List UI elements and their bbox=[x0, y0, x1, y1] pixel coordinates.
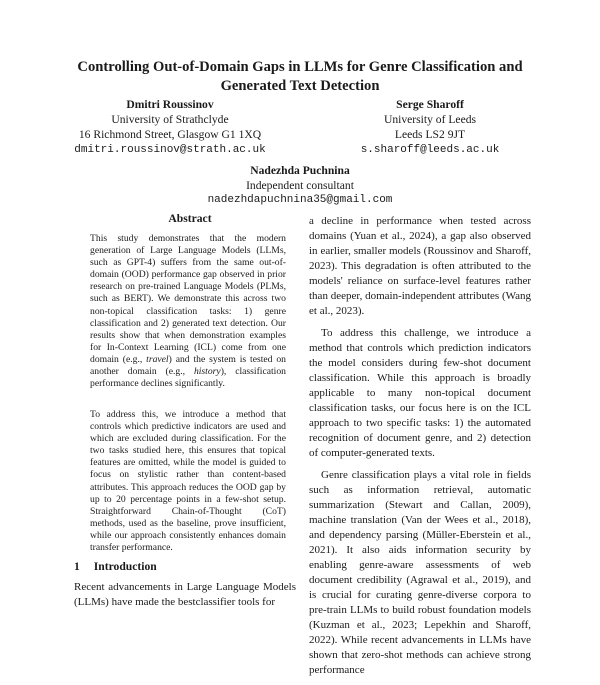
intro-left-text: Recent advancements in Large Language Models (LLMs) have made the bestclassifier tools for bbox=[74, 581, 296, 608]
author-affiliation: University of Leeds bbox=[383, 113, 477, 127]
section-heading bbox=[74, 560, 157, 573]
abstract-text: ) and the system is tested on another domain (e.g., bbox=[90, 353, 286, 378]
author-address: Leeds LS2 9JT bbox=[394, 128, 466, 142]
abstract-text: history bbox=[193, 366, 221, 378]
author-block-roussinov bbox=[60, 97, 280, 158]
abstract-paragraph-1 bbox=[90, 233, 286, 390]
author-block-sharoff bbox=[330, 97, 530, 158]
right-column bbox=[309, 214, 531, 685]
body-paragraph: Genre classification plays a vital role in fields such as information retrieval, automatic summarization (Stewart and Callan, 2009), machine translation (Van der Wees et al., 2018), and dependency parsing (Müller-Eberstein et al., 2021). It also aids information security by enabling genre-aware assessments of web document credibility (Agrawal et al., 2019), and is crucial for curating genre-diverse corpora to pre-train LLMs to build robust foundation models (Kuzman et al., 2023; Lepekhin and Sharoff, 2022). While recent advancements in LLMs have shown that zero-shot methods can achieve strong performance bbox=[309, 469, 531, 676]
author-name: Serge Sharoff bbox=[396, 98, 464, 111]
author-block-puchnina bbox=[150, 163, 450, 209]
section-number: 1 bbox=[74, 560, 80, 573]
author-affiliation: University of Strathclyde bbox=[111, 113, 229, 127]
author-address: 16 Richmond Street, Glasgow G1 1XQ bbox=[78, 128, 262, 142]
author-name: Dmitri Roussinov bbox=[126, 98, 214, 111]
author-email: dmitri.roussinov@strath.ac.uk bbox=[74, 143, 266, 156]
author-name: Nadezhda Puchnina bbox=[250, 164, 350, 177]
abstract-text: This study demonstrates that the modern generation of Large Language Models (LLMs, such as GPT-4) suffers from the same out-of-domain (OOD) performance gap observed in prior research on pre-trained Language Models (PLMs, such as BERT). We demonstrate this across two non-topical classification tasks: 1) genre classification and 2) generated text detection. Our results show that when demonstration examples for In-Context Learning (ICL) come from one domain (e.g., bbox=[90, 233, 286, 365]
author-email: s.sharoff@leeds.ac.uk bbox=[360, 143, 500, 156]
author-email: nadezhdapuchnina35@gmail.com bbox=[207, 194, 393, 207]
abstract-text: To address this, we introduce a method that controls which predictive indicators are used and which are excluded during classification. For the two tasks studied here, this ensures that topical features are omitted, while the model is guided to focus on stylistic rather than content-based attributes. This approach reduces the OOD gap by up to 20 percentage points in a few-shot setup. Straightforward Chain-of-Thought (CoT) methods, used as the baseline, prove insufficient, while our approach consistently enhances domain transfer performance. bbox=[90, 409, 286, 554]
body-paragraph: To address this challenge, we introduce a method that controls which prediction indicators the model considers during few-shot document classification. While this approach is broadly applicable to many non-topical document classification tasks, our focus here is on the ICL approach to two specific tasks: 1) the automated recognition of document genre, and 2) detection of computer-generated texts. bbox=[309, 327, 531, 459]
abstract-heading: Abstract bbox=[168, 212, 212, 225]
body-paragraph: a decline in performance when tested across domains (Yuan et al., 2024), a gap also observed in earlier, smaller models (Roussinov and Sharoff, 2023). This degradation is often attributed to the models' reliance on surface-level features rather than deeper, domain-independent attributes (Wang et al., 2023). bbox=[309, 215, 531, 317]
paper-title: Controlling Out-of-Domain Gaps in LLMs for Genre Classification and Generated Text Detection bbox=[77, 59, 523, 94]
abstract-text: travel bbox=[146, 353, 169, 365]
author-affiliation: Independent consultant bbox=[246, 179, 354, 193]
abstract-paragraph-2 bbox=[90, 409, 286, 554]
section-title: Introduction bbox=[93, 560, 157, 573]
abstract-text: ), classification performance declines significantly. bbox=[90, 366, 286, 390]
